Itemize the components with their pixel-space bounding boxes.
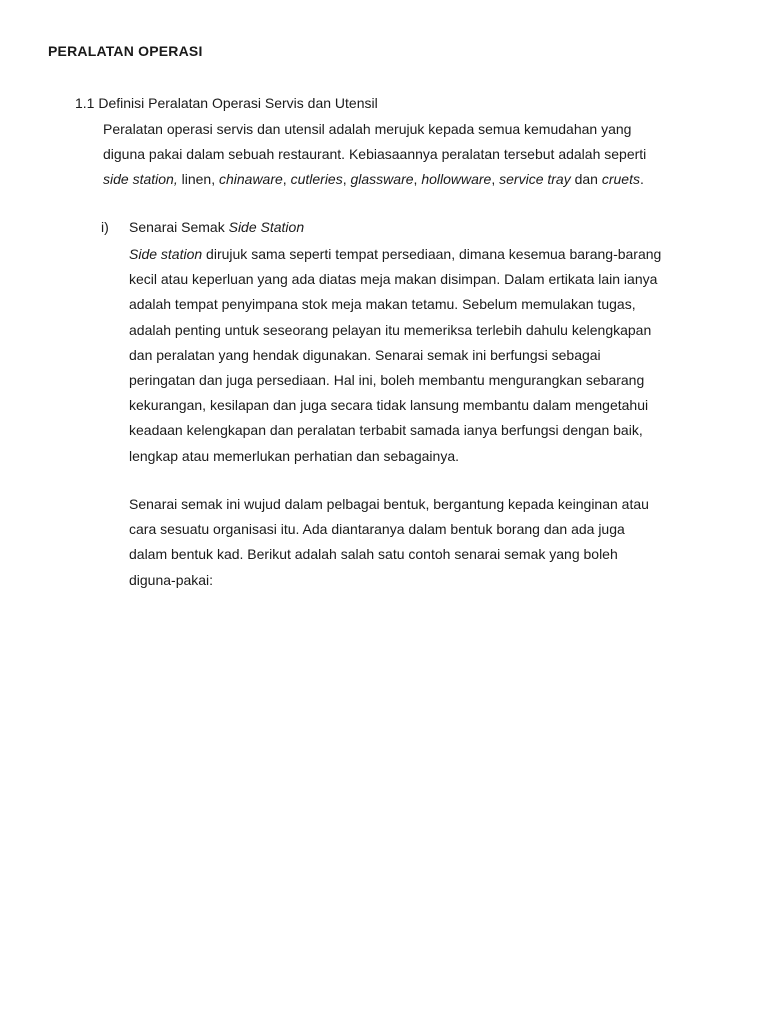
intro-paragraph bbox=[103, 117, 723, 193]
list-item-marker: i) bbox=[101, 219, 109, 235]
intro-line: diguna pakai dalam sebuah restaurant. Kebiasaannya peralatan tersebut adalah seperti bbox=[103, 146, 647, 163]
paragraph-line: kecil atau keperluan yang ada diatas meja makan disimpan. Dalam ertikata lain ianya bbox=[129, 271, 658, 288]
item-title-plain: Senarai Semak bbox=[129, 219, 229, 235]
paragraph-line: adalah tempat penyimpana stok meja makan tetamu. Sebelum memulakan tugas, bbox=[129, 296, 636, 313]
term-chinaware: chinaware bbox=[218, 171, 283, 188]
intro-line bbox=[103, 167, 723, 192]
term-hollowware: hollowware bbox=[421, 171, 492, 188]
paragraph-line: keadaan kelengkapan dan peralatan terbabit samada ianya berfungsi dengan baik, bbox=[129, 422, 643, 439]
paragraph-line: dalam bentuk kad. Berikut adalah salah satu contoh senarai semak yang boleh bbox=[129, 546, 618, 563]
paragraph-line: lengkap atau memerlukan perhatian dan sebagainya. bbox=[129, 447, 460, 464]
paragraph-line: cara sesuatu organisasi itu. Ada diantaranya dalam bentuk borang dan ada juga bbox=[129, 521, 625, 538]
term-side-station: side station, bbox=[103, 171, 178, 188]
checklist-form-paragraph bbox=[129, 492, 729, 593]
side-station-paragraph bbox=[129, 242, 729, 469]
paragraph-line bbox=[129, 242, 729, 267]
text-fragment: , bbox=[491, 171, 500, 188]
paragraph-line: kekurangan, kesilapan dan juga secara tidak lansung membantu dalam mengetahui bbox=[129, 397, 649, 414]
text-fragment: , bbox=[342, 171, 351, 188]
text-fragment: , bbox=[413, 171, 422, 188]
document-heading: PERALATAN OPERASI bbox=[48, 43, 203, 59]
paragraph-line: Senarai semak ini wujud dalam pelbagai bentuk, bergantung kepada keinginan atau bbox=[129, 496, 649, 512]
list-item-title bbox=[129, 219, 304, 235]
text-fragment: , bbox=[282, 171, 291, 188]
term-service-tray: service tray bbox=[499, 171, 571, 188]
paragraph-line: diguna-pakai: bbox=[129, 571, 214, 588]
paragraph-line: adalah penting untuk seseorang pelayan itu memeriksa terlebih dahulu kelengkapan bbox=[129, 321, 652, 338]
term-side-station: Side station bbox=[129, 246, 203, 262]
term-cruets: cruets bbox=[601, 171, 640, 188]
paragraph-line: peringatan dan juga persediaan. Hal ini, boleh membantu mengurangkan sebarang bbox=[129, 372, 645, 389]
intro-line: Peralatan operasi servis dan utensil adalah merujuk kepada semua kemudahan yang bbox=[103, 121, 632, 137]
text-fragment: dirujuk sama seperti tempat persediaan, dimana kesemua barang-barang bbox=[202, 246, 662, 262]
paragraph-line: dan peralatan yang hendak digunakan. Senarai semak ini berfungsi sebagai bbox=[129, 346, 601, 363]
text-fragment: dan bbox=[570, 171, 602, 188]
section-title: 1.1 Definisi Peralatan Operasi Servis dan Utensil bbox=[75, 95, 378, 111]
text-fragment: . bbox=[639, 171, 644, 188]
term-glassware: glassware bbox=[350, 171, 414, 188]
text-fragment: linen, bbox=[177, 171, 219, 188]
item-title-italic: Side Station bbox=[228, 219, 305, 235]
term-cutleries: cutleries bbox=[290, 171, 343, 188]
